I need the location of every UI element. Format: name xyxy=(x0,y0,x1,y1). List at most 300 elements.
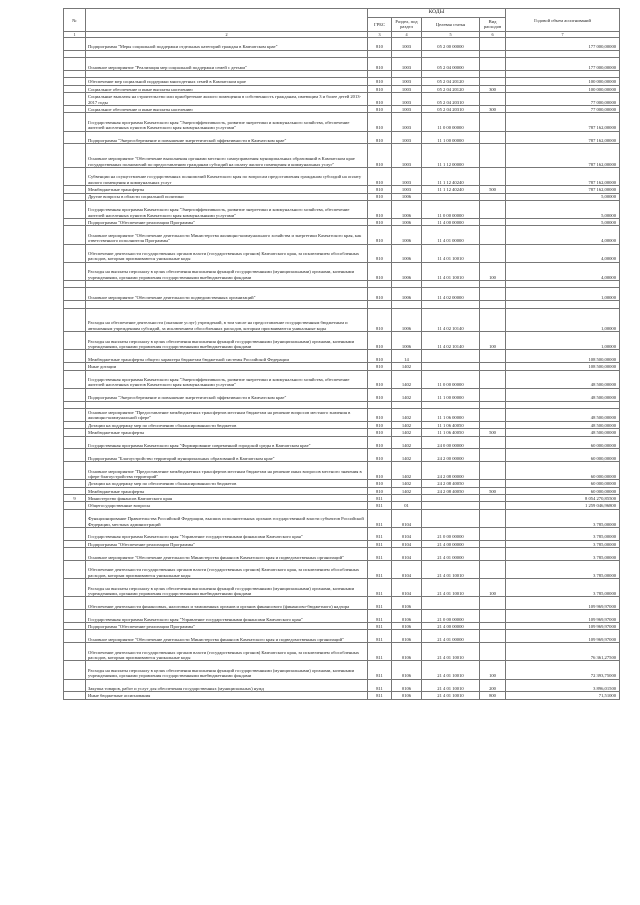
row-section: 0104 xyxy=(392,540,422,547)
row-name: Основное мероприятие "Реализация мер социальной поддержки семей с детьми" xyxy=(86,58,368,71)
row-expense-type xyxy=(480,502,506,509)
row-name: Дотации на поддержку мер по обеспечению сбалансированности бюджетов xyxy=(86,421,368,428)
row-number xyxy=(64,579,86,597)
row-target-article: 05 2 04 20310 xyxy=(422,93,480,106)
table-row xyxy=(64,370,620,388)
row-grbs: 811 xyxy=(368,540,392,547)
row-sum: 3 785,00000 xyxy=(506,579,620,597)
row-number xyxy=(64,692,86,699)
row-sum: 71,51000 xyxy=(506,692,620,699)
row-target-article: 21 4 01 10010 xyxy=(422,561,480,579)
row-grbs: 810 xyxy=(368,480,392,487)
row-number xyxy=(64,78,86,85)
row-expense-type xyxy=(480,548,506,561)
table-row xyxy=(64,244,620,262)
row-target-article: 24 2 08 00000 xyxy=(422,462,480,480)
row-expense-type xyxy=(480,193,506,200)
row-sum xyxy=(506,401,620,408)
table-row xyxy=(64,85,620,92)
row-sum: 787 162,00000 xyxy=(506,144,620,168)
row-sum: 76 361,27500 xyxy=(506,643,620,661)
row-number xyxy=(64,388,86,401)
row-name: Обеспечение деятельности финансовых, налоговых и таможенных органов и органов финансового (финансово-бюджетного) надзора xyxy=(86,597,368,610)
row-expense-type xyxy=(480,350,506,363)
row-target-article: 11 1 12 00000 xyxy=(422,144,480,168)
row-section: 1003 xyxy=(392,85,422,92)
row-target-article xyxy=(422,502,480,509)
row-expense-type xyxy=(480,113,506,131)
row-sum: 1,00000 xyxy=(506,288,620,301)
row-name: Государственная программа Камчатского края "Формирование современной городской среды в Камчатском крае" xyxy=(86,436,368,449)
row-expense-type xyxy=(480,449,506,462)
table-row xyxy=(64,548,620,561)
row-section: 0104 xyxy=(392,561,422,579)
row-grbs: 810 xyxy=(368,308,392,332)
row-sum: 177 000,00000 xyxy=(506,38,620,51)
row-name: Межбюджетные трансферты xyxy=(86,186,368,193)
row-number xyxy=(64,38,86,51)
row-expense-type: 300 xyxy=(480,85,506,92)
row-name: Основное мероприятие "Предоставление межбюджетных трансфертов местным бюджетам на решение вопросов местного значения в жилищно-коммунальной сфере" xyxy=(86,408,368,421)
row-number xyxy=(64,105,86,112)
row-grbs: 810 xyxy=(368,388,392,401)
row-name: Межбюджетные трансферты общего характера бюджетам бюджетной системы Российской Федерации xyxy=(86,350,368,363)
row-target-article: 05 2 00 00000 xyxy=(422,38,480,51)
row-number xyxy=(64,50,86,57)
row-sum xyxy=(506,281,620,288)
header-number: № xyxy=(64,9,86,32)
row-grbs: 810 xyxy=(368,85,392,92)
row-number xyxy=(64,462,86,480)
row-number xyxy=(64,421,86,428)
row-expense-type xyxy=(480,630,506,643)
row-number xyxy=(64,131,86,144)
row-name: Министерство финансов Камчатского края xyxy=(86,495,368,502)
row-expense-type xyxy=(480,363,506,370)
row-sum: 3 785,00000 xyxy=(506,509,620,527)
row-sum: 787 162,00000 xyxy=(506,131,620,144)
row-target-article: 11 4 01 10010 xyxy=(422,262,480,280)
column-index: 4 xyxy=(392,32,422,38)
row-grbs: 811 xyxy=(368,548,392,561)
row-number xyxy=(64,193,86,200)
row-expense-type xyxy=(480,167,506,185)
header-grbs: ГРБС xyxy=(368,17,392,31)
row-number xyxy=(64,167,86,185)
row-expense-type xyxy=(480,131,506,144)
table-row xyxy=(64,480,620,487)
column-index: 1 xyxy=(64,32,86,38)
column-index: 3 xyxy=(368,32,392,38)
row-number xyxy=(64,58,86,71)
row-section: 1402 xyxy=(392,436,422,449)
row-grbs: 810 xyxy=(368,350,392,363)
row-sum: 3 785,00000 xyxy=(506,561,620,579)
row-number xyxy=(64,244,86,262)
row-number xyxy=(64,85,86,92)
row-target-article: 11 4 00 00000 xyxy=(422,219,480,226)
row-section: 1402 xyxy=(392,363,422,370)
row-section xyxy=(392,50,422,57)
row-section: 1003 xyxy=(392,38,422,51)
row-grbs: 810 xyxy=(368,288,392,301)
row-section: 01 xyxy=(392,502,422,509)
row-expense-type xyxy=(480,509,506,527)
row-expense-type: 500 xyxy=(480,429,506,436)
row-expense-type xyxy=(480,58,506,71)
row-target-article: 11 1 06 40050 xyxy=(422,429,480,436)
row-number xyxy=(64,429,86,436)
row-expense-type xyxy=(480,200,506,218)
table-row xyxy=(64,528,620,541)
row-section: 0106 xyxy=(392,623,422,630)
row-target-article: 21 4 01 10010 xyxy=(422,579,480,597)
row-expense-type xyxy=(480,643,506,661)
row-target-article: 05 2 04 20120 xyxy=(422,85,480,92)
row-number xyxy=(64,144,86,168)
table-row xyxy=(64,262,620,280)
row-grbs: 811 xyxy=(368,679,392,692)
table-row xyxy=(64,509,620,527)
table-row xyxy=(64,692,620,699)
table-row xyxy=(64,597,620,610)
header-expense-type: Вид расходов xyxy=(480,17,506,31)
row-name: Подпрограмма "Обеспечение реализации Программы" xyxy=(86,623,368,630)
row-grbs: 810 xyxy=(368,93,392,106)
row-number xyxy=(64,661,86,679)
row-grbs: 810 xyxy=(368,113,392,131)
table-row xyxy=(64,301,620,308)
row-grbs: 810 xyxy=(368,449,392,462)
row-target-article: 11 1 06 00000 xyxy=(422,408,480,421)
table-row xyxy=(64,219,620,226)
row-section: 1006 xyxy=(392,262,422,280)
table-row xyxy=(64,113,620,131)
row-name xyxy=(86,401,368,408)
row-name: Основное мероприятие "Обеспечение деятельности Министерства жилищно-коммунального хозяйства и энергетики Камчатского края, как ответственного исполнителя Программы" xyxy=(86,226,368,244)
table-row xyxy=(64,167,620,185)
row-name: Государственная программа Камчатского края "Энергоэффективность, развитие энергетики и коммунального хозяйства, обеспечение жителей населенных пунктов Камчатского края коммунальными услугами" xyxy=(86,370,368,388)
table-row xyxy=(64,679,620,692)
table-row xyxy=(64,643,620,661)
row-target-article: 21 4 01 00000 xyxy=(422,548,480,561)
row-sum: 5,00000 xyxy=(506,200,620,218)
row-target-article: 21 4 00 00000 xyxy=(422,540,480,547)
row-expense-type: 200 xyxy=(480,679,506,692)
row-target-article: 11 4 02 00000 xyxy=(422,288,480,301)
row-name: Подпрограмма "Меры социальной поддержки отдельных категорий граждан в Камчатском крае" xyxy=(86,38,368,51)
table-row xyxy=(64,487,620,494)
row-grbs: 811 xyxy=(368,692,392,699)
row-sum: 1,00000 xyxy=(506,308,620,332)
row-section: 1003 xyxy=(392,167,422,185)
row-number xyxy=(64,262,86,280)
row-section: 1006 xyxy=(392,308,422,332)
table-row xyxy=(64,332,620,350)
row-section: 1003 xyxy=(392,186,422,193)
row-expense-type: 100 xyxy=(480,579,506,597)
row-expense-type xyxy=(480,388,506,401)
column-index: 6 xyxy=(480,32,506,38)
row-section: 1003 xyxy=(392,93,422,106)
table-row xyxy=(64,105,620,112)
table-body xyxy=(64,38,620,700)
row-name: Подпрограмма "Обеспечение реализации Программы" xyxy=(86,540,368,547)
row-section: 1003 xyxy=(392,131,422,144)
row-target-article: 11 0 00 00000 xyxy=(422,200,480,218)
row-section: 1003 xyxy=(392,58,422,71)
row-target-article: 11 0 00 00000 xyxy=(422,113,480,131)
row-number xyxy=(64,528,86,541)
row-target-article: 24 2 08 40050 xyxy=(422,480,480,487)
row-name xyxy=(86,50,368,57)
row-number xyxy=(64,332,86,350)
table-row xyxy=(64,350,620,363)
row-section: 0104 xyxy=(392,579,422,597)
header-target-article: Целевая статья xyxy=(422,17,480,31)
row-sum: 177 000,00000 xyxy=(506,58,620,71)
row-grbs: 810 xyxy=(368,262,392,280)
row-number xyxy=(64,200,86,218)
row-grbs: 811 xyxy=(368,597,392,610)
row-sum: 77 000,00000 xyxy=(506,93,620,106)
table-row xyxy=(64,50,620,57)
row-number xyxy=(64,643,86,661)
row-number xyxy=(64,226,86,244)
row-sum: 3 896,01500 xyxy=(506,679,620,692)
row-section: 1402 xyxy=(392,480,422,487)
row-section: 1402 xyxy=(392,408,422,421)
row-section: 1402 xyxy=(392,421,422,428)
row-sum xyxy=(506,301,620,308)
row-grbs: 810 xyxy=(368,421,392,428)
row-target-article: 21 4 00 00000 xyxy=(422,623,480,630)
row-expense-type xyxy=(480,610,506,623)
row-number: 9 xyxy=(64,495,86,502)
row-number xyxy=(64,509,86,527)
row-number xyxy=(64,370,86,388)
row-name: Дотации на поддержку мер по обеспечению сбалансированности бюджетов xyxy=(86,480,368,487)
row-number xyxy=(64,408,86,421)
row-name: Расходы на выплаты персоналу в целях обеспечения выполнения функций государственными (муниципальными) органами, казенными учреждениями, органами управления государственными внебюджетными фондами xyxy=(86,661,368,679)
table-row xyxy=(64,561,620,579)
row-name xyxy=(86,281,368,288)
row-name: Обеспечение мер социальной поддержки многодетных семей в Камчатском крае xyxy=(86,78,368,85)
row-target-article xyxy=(422,193,480,200)
row-grbs: 810 xyxy=(368,429,392,436)
row-target-article xyxy=(422,597,480,610)
row-name: Социальное обеспечение и иные выплаты населению xyxy=(86,85,368,92)
row-target-article xyxy=(422,70,480,77)
row-target-article xyxy=(422,350,480,363)
row-target-article: 11 4 02 10140 xyxy=(422,332,480,350)
row-section: 0104 xyxy=(392,548,422,561)
row-section xyxy=(392,495,422,502)
row-target-article: 11 1 12 40240 xyxy=(422,186,480,193)
row-sum: 60 000,00000 xyxy=(506,462,620,480)
row-sum: 109 969,97000 xyxy=(506,597,620,610)
row-grbs: 811 xyxy=(368,495,392,502)
row-expense-type: 100 xyxy=(480,661,506,679)
row-sum: 100 000,00000 xyxy=(506,78,620,85)
row-sum: 8 054 270,85500 xyxy=(506,495,620,502)
row-target-article: 21 4 01 00000 xyxy=(422,630,480,643)
row-name: Подпрограмма "Благоустройство территорий муниципальных образований в Камчатском крае" xyxy=(86,449,368,462)
row-section: 0106 xyxy=(392,643,422,661)
row-target-article: 21 4 01 10010 xyxy=(422,643,480,661)
row-name: Подпрограмма "Энергосбережение и повышение энергетической эффективности в Камчатском крае" xyxy=(86,131,368,144)
row-sum: 48 500,00000 xyxy=(506,388,620,401)
row-expense-type xyxy=(480,480,506,487)
row-grbs: 810 xyxy=(368,436,392,449)
table-row xyxy=(64,186,620,193)
row-target-article: 21 4 01 10010 xyxy=(422,661,480,679)
row-expense-type xyxy=(480,226,506,244)
table-row xyxy=(64,363,620,370)
row-name: Межбюджетные трансферты xyxy=(86,429,368,436)
row-target-article: 21 0 00 00000 xyxy=(422,528,480,541)
row-sum: 48 500,00000 xyxy=(506,421,620,428)
row-expense-type xyxy=(480,78,506,85)
table-row xyxy=(64,226,620,244)
row-section: 14 xyxy=(392,350,422,363)
row-target-article: 24 2 00 00000 xyxy=(422,449,480,462)
row-number xyxy=(64,401,86,408)
row-section: 1402 xyxy=(392,487,422,494)
row-number xyxy=(64,186,86,193)
row-expense-type xyxy=(480,70,506,77)
row-sum: 108 500,00000 xyxy=(506,350,620,363)
row-number xyxy=(64,93,86,106)
row-section: 1006 xyxy=(392,193,422,200)
row-section: 0106 xyxy=(392,610,422,623)
row-expense-type xyxy=(480,421,506,428)
table-row xyxy=(64,579,620,597)
row-number xyxy=(64,679,86,692)
row-name: Иные бюджетные ассигнования xyxy=(86,692,368,699)
column-index: 2 xyxy=(86,32,368,38)
row-number xyxy=(64,219,86,226)
row-target-article: 11 1 06 40050 xyxy=(422,421,480,428)
row-number xyxy=(64,480,86,487)
row-sum: 1,00000 xyxy=(506,332,620,350)
row-section: 1006 xyxy=(392,332,422,350)
row-number xyxy=(64,308,86,332)
row-name: Расходы на обеспечение деятельности (оказание услуг) учреждений, в том числе на предоставление государственным бюджетным и автономным учреждениям субсидий, за исключением обособленных расходов, которым присваиваются уникальные коды xyxy=(86,308,368,332)
table-row xyxy=(64,401,620,408)
row-section: 1402 xyxy=(392,388,422,401)
row-grbs: 810 xyxy=(368,167,392,185)
row-grbs: 810 xyxy=(368,78,392,85)
row-expense-type xyxy=(480,408,506,421)
row-name: Основное мероприятие "Обеспечение деятельности Министерства финансов Камчатского края и подведомственных организаций" xyxy=(86,630,368,643)
row-section: 1006 xyxy=(392,226,422,244)
row-name: Обеспечение деятельности государственных органов власти (государственных органов) Камчатского края, за исключением обособленных расходов, которым присваиваются уникальные коды xyxy=(86,244,368,262)
row-target-article: 05 2 04 20310 xyxy=(422,105,480,112)
row-grbs: 811 xyxy=(368,502,392,509)
row-expense-type xyxy=(480,540,506,547)
table-row xyxy=(64,308,620,332)
row-name: Иные дотации xyxy=(86,363,368,370)
row-expense-type xyxy=(480,370,506,388)
row-target-article xyxy=(422,509,480,527)
row-section: 1402 xyxy=(392,449,422,462)
row-section: 1006 xyxy=(392,244,422,262)
row-target-article: 11 0 00 00000 xyxy=(422,370,480,388)
row-name: Общегосударственные вопросы xyxy=(86,502,368,509)
row-grbs: 810 xyxy=(368,38,392,51)
row-name: Субвенции на осуществление государственных полномочий Камчатского края по вопросам предоставления гражданам субсидий на оплату жилого помещения и коммунальных услуг xyxy=(86,167,368,185)
row-sum xyxy=(506,70,620,77)
row-number xyxy=(64,487,86,494)
row-name: Расходы на выплаты персоналу в целях обеспечения выполнения функций государственными (муниципальными) органами, казенными учреждениями, органами управления государственными внебюджетными фондами xyxy=(86,262,368,280)
table-row xyxy=(64,421,620,428)
row-sum: 109 969,97000 xyxy=(506,623,620,630)
table-row xyxy=(64,200,620,218)
row-section: 0106 xyxy=(392,661,422,679)
row-target-article: 21 4 01 10010 xyxy=(422,679,480,692)
table-row xyxy=(64,131,620,144)
row-name: Расходы на выплаты персоналу в целях обеспечения выполнения функций государственными (муниципальными) органами, казенными учреждениями, органами управления государственными внебюджетными фондами xyxy=(86,579,368,597)
row-target-article: 05 2 04 20120 xyxy=(422,78,480,85)
table-row xyxy=(64,93,620,106)
table-row xyxy=(64,449,620,462)
row-section xyxy=(392,301,422,308)
row-name: Социальное обеспечение и иные выплаты населению xyxy=(86,105,368,112)
row-expense-type xyxy=(480,597,506,610)
table-row xyxy=(64,462,620,480)
row-sum: 48 500,00000 xyxy=(506,370,620,388)
row-sum: 60 000,00000 xyxy=(506,436,620,449)
row-target-article: 21 4 01 10010 xyxy=(422,692,480,699)
row-section: 1006 xyxy=(392,288,422,301)
row-name: Расходы на выплаты персоналу в целях обеспечения выполнения функций государственными (муниципальными) органами, казенными учреждениями, органами управления государственными внебюджетными фондами xyxy=(86,332,368,350)
row-expense-type: 800 xyxy=(480,692,506,699)
row-expense-type xyxy=(480,38,506,51)
row-grbs: 810 xyxy=(368,408,392,421)
row-grbs: 810 xyxy=(368,363,392,370)
column-index: 7 xyxy=(506,32,620,38)
row-sum: 77 000,00000 xyxy=(506,105,620,112)
row-expense-type xyxy=(480,462,506,480)
row-grbs: 810 xyxy=(368,193,392,200)
row-section: 1402 xyxy=(392,370,422,388)
row-number xyxy=(64,70,86,77)
row-target-article xyxy=(422,401,480,408)
row-name: Государственная программа Камчатского края "Энергоэффективность, развитие энергетики и коммунального хозяйства, обеспечение жителей населенных пунктов Камчатского края коммунальными услугами" xyxy=(86,200,368,218)
row-grbs: 810 xyxy=(368,186,392,193)
row-grbs: 810 xyxy=(368,144,392,168)
row-expense-type xyxy=(480,495,506,502)
row-sum: 3 785,00000 xyxy=(506,548,620,561)
row-section: 1402 xyxy=(392,462,422,480)
row-expense-type xyxy=(480,244,506,262)
row-grbs: 810 xyxy=(368,462,392,480)
row-sum: 787 162,00000 xyxy=(506,186,620,193)
row-name: Основное мероприятие "Обеспечение деятельности подведомственных организаций" xyxy=(86,288,368,301)
row-section: 1003 xyxy=(392,105,422,112)
row-name: Основное мероприятие "Обеспечение выполнения органами местного самоуправления муниципальных образований в Камчатском крае государственных полномочий по предоставлению гражданам субсидий на оплату жилого помещения и коммунальных услуг" xyxy=(86,144,368,168)
row-name: Подпрограмма "Энергосбережение и повышение энергетической эффективности в Камчатском крае" xyxy=(86,388,368,401)
row-sum: 109 969,97000 xyxy=(506,630,620,643)
row-target-article: 21 0 00 00000 xyxy=(422,610,480,623)
row-sum: 3 785,00000 xyxy=(506,540,620,547)
row-section xyxy=(392,281,422,288)
row-section: 0106 xyxy=(392,692,422,699)
row-section xyxy=(392,401,422,408)
row-sum: 60 000,00000 xyxy=(506,449,620,462)
row-number xyxy=(64,288,86,301)
